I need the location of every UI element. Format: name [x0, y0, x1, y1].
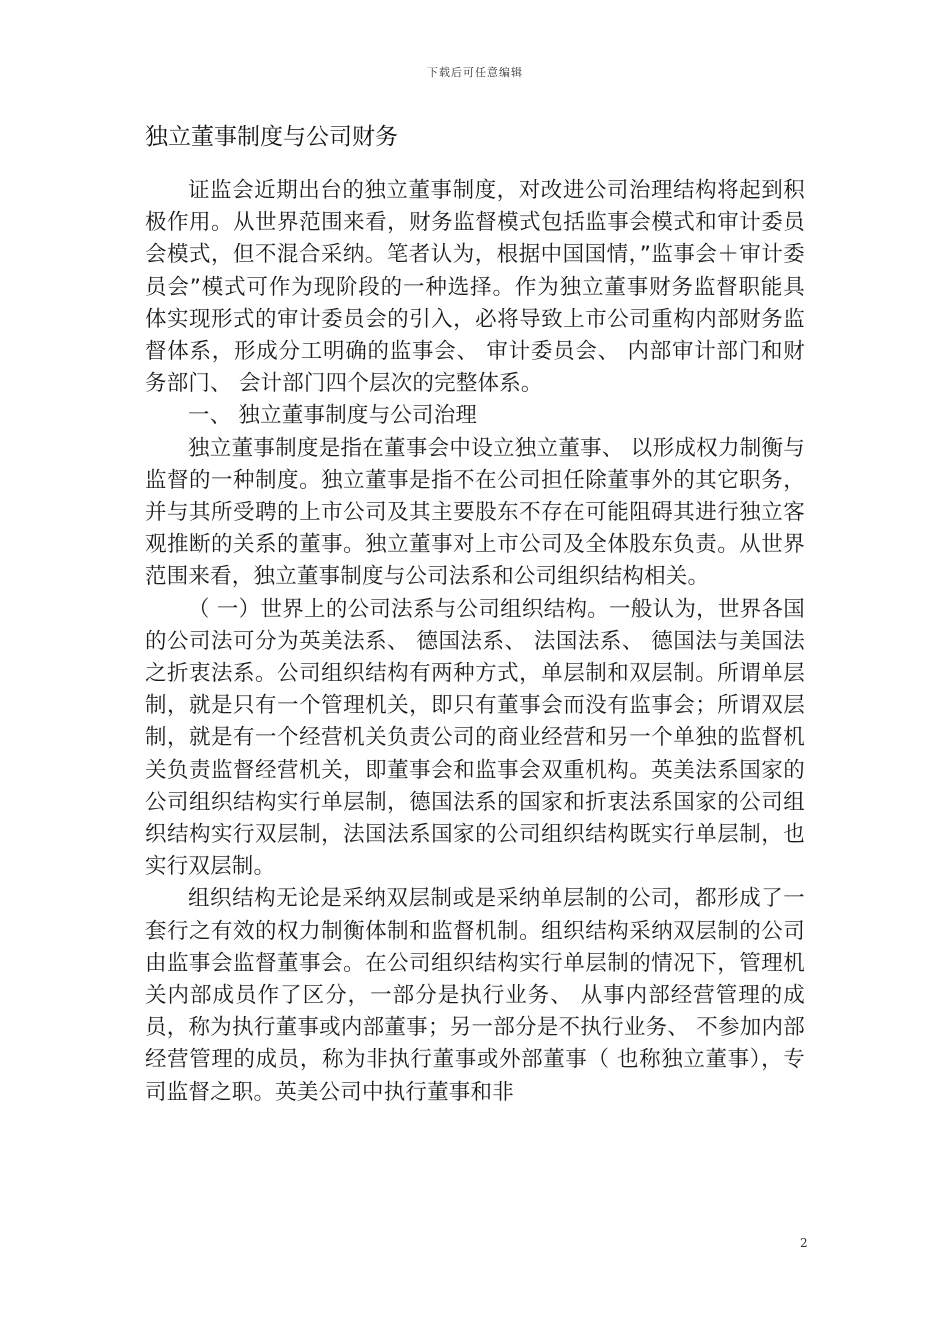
paragraph-intro: 证监会近期出台的独立董事制度，对改进公司治理结构将起到积极作用。从世界范围来看，财务监督模式包括监事会模式和审计委员会模式，但不混合采纳。笔者认为，根据中国国情，”监事会＋审计委员会”模式可作为现阶段的一种选择。作为独立董事财务监督职能具体实现形式的审计委员会的引入，必将导致上市公司重构内部财务监督体系，形成分工明确的监事会、 审计委员会、 内部审计部门和财务部门、 会计部门四个层次的完整体系。 — [145, 178, 805, 397]
paragraph-definition: 独立董事制度是指在董事会中设立独立董事、 以形成权力制衡与监督的一种制度。独立董事是指不在公司担任除董事外的其它职务，并与其所受聘的上市公司及其主要股东不存在可能阻碍其进行独立客观推断的关系的董事。独立董事对上市公司及全体股东负责。从世界范围来看，独立董事制度与公司法系和公司组织结构相关。 — [145, 435, 805, 590]
header-note: 下载后可任意编辑 — [427, 66, 523, 79]
page-number: 2 — [800, 1236, 808, 1250]
document-body — [145, 175, 805, 1109]
paragraph-legal-systems: （ 一）世界上的公司法系与公司组织结构。一般认为，世界各国的公司法可分为英美法系、 德国法系、 法国法系、 德国法与美国法之折衷法系。公司组织结构有两种方式，单层制和双层制。所谓单层制，就是只有一个管理机关，即只有董事会而没有监事会；所谓双层制，就是有一个经营机关负责公司的商业经营和另一个单独的监督机关负责监督经营机关，即董事会和监事会双重机构。英美法系国家的公司组织结构实行单层制，德国法系的国家和折衷法系国家的公司组织结构实行双层制，法国法系国家的公司组织结构既实行单层制，也实行双层制。 — [145, 596, 805, 880]
paragraph-structure: 组织结构无论是采纳双层制或是采纳单层制的公司，都形成了一套行之有效的权力制衡体制和监督机制。组织结构采纳双层制的公司由监事会监督董事会。在公司组织结构实行单层制的情况下，管理机关内部成员作了区分，一部分是执行业务、 从事内部经营管理的成员，称为执行董事或内部董事；另一部分是不执行业务、 不参加内部经营管理的成员，称为非执行董事或外部董事（ 也称独立董事），专司监督之职。英美公司中执行董事和非 — [145, 886, 805, 1105]
document-title: 独立董事制度与公司财务 — [145, 124, 398, 150]
section-heading: 一、 独立董事制度与公司治理 — [188, 403, 478, 429]
